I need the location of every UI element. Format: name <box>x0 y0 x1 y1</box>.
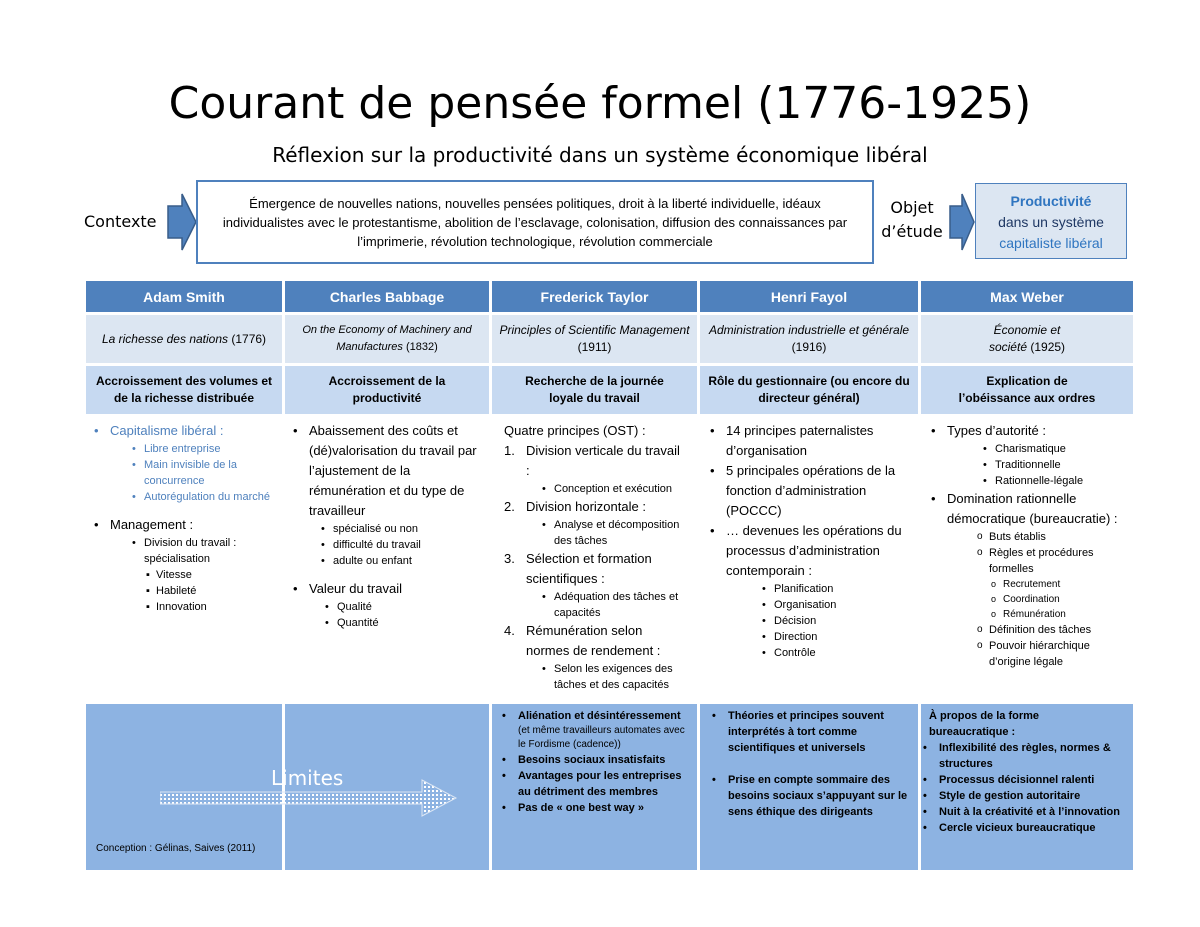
list-item: • Valeur du travail • Qualité • Quantité <box>289 579 479 631</box>
list-item: • Pas de « one best way » <box>492 800 689 816</box>
book-weber <box>921 315 1133 363</box>
limits-weber-intro: À propos de la forme bureaucratique : <box>929 710 1040 738</box>
sub-list <box>961 441 1123 489</box>
sub-list <box>520 481 687 497</box>
productivity-box <box>975 183 1127 259</box>
sub-list <box>520 589 687 621</box>
productivity-line3: capitaliste libéral <box>999 235 1103 251</box>
list-item: 4. Rémunération selon normes de rendement : • Selon les exigences des tâches et des capacités <box>504 621 687 693</box>
list-item: • Style de gestion autoritaire <box>921 788 1125 804</box>
theme-babbage: Accroissement de la productivité <box>285 366 489 414</box>
list-item: o Pouvoir hiérarchique d’origine légale <box>941 638 1123 670</box>
objet-line1: Objet <box>890 198 934 217</box>
book-taylor <box>492 315 697 363</box>
list-item: • Main invisible de la concurrence <box>110 457 272 489</box>
list-item: ▪ Innovation <box>110 599 272 615</box>
theme-weber: Explication de l’obéissance aux ordres <box>921 366 1133 414</box>
list-item: • Rationnelle-légale <box>961 473 1123 489</box>
content-weber <box>921 417 1133 701</box>
list-item: • Autorégulation du marché <box>110 489 272 505</box>
list-item: o Rémunération <box>941 607 1123 622</box>
sub-list <box>303 599 479 631</box>
book-year: (1776) <box>231 331 267 346</box>
book-year: (1911) <box>577 340 612 354</box>
sub-list <box>520 661 687 693</box>
list-item: • Organisation <box>740 597 908 613</box>
list-item: • spécialisé ou non <box>299 521 479 537</box>
sub-list <box>110 441 272 505</box>
limits-taylor <box>492 704 697 870</box>
content-smith <box>86 417 282 701</box>
list-item: • Aliénation et désintéressement (et même travailleurs automates avec le Fordisme (cadence)) <box>492 708 689 752</box>
list-item: o Coordination <box>941 592 1123 607</box>
objet-line2: d’étude <box>881 222 943 241</box>
author-header-smith: Adam Smith <box>86 281 282 312</box>
list-item: o Définition des tâches <box>941 622 1123 638</box>
list-item: • Cercle vicieux bureaucratique <box>921 820 1125 836</box>
list-item: • Division du travail : spécialisation ▪ Vitesse ▪ Habileté ▪ Innovation <box>110 535 272 615</box>
list-item: • 5 principales opérations de la fonction d’administration (POCCC) <box>706 461 908 521</box>
authors-grid <box>86 281 1121 864</box>
list-item: • Nuit à la créativité et à l’innovation <box>921 804 1125 820</box>
author-header-fayol: Henri Fayol <box>700 281 918 312</box>
list-item: • Capitalisme libéral : • Libre entreprise • Main invisible de la concurrence • Autorégulation du marché <box>90 421 272 505</box>
weber-list <box>927 421 1123 670</box>
list-item: • Direction <box>740 629 908 645</box>
sub-list <box>740 581 908 661</box>
limits-fayol <box>700 704 918 870</box>
list-item: • Processus décisionnel ralenti <box>921 772 1125 788</box>
list-item: • Prise en compte sommaire des besoins sociaux s’appuyant sur le sens éthique des dirigeants <box>702 772 910 820</box>
credit-text: Conception : Gélinas, Saives (2011) <box>96 843 256 854</box>
list-item: • Besoins sociaux insatisfaits <box>492 752 689 768</box>
book-title: Administration industrielle et générale <box>708 323 910 337</box>
context-box <box>196 180 874 264</box>
book-fayol <box>700 315 918 363</box>
book-title: Principles of Scientific Management <box>499 323 690 337</box>
list-item: • Contrôle <box>740 645 908 661</box>
book-title: La richesse des nations <box>101 331 229 346</box>
productivity-title: Productivité <box>1010 193 1092 209</box>
book-babbage <box>285 315 489 363</box>
content-fayol <box>700 417 918 701</box>
list-item: • Analyse et décomposition des tâches <box>520 517 687 549</box>
limits-taylor-list <box>492 708 689 816</box>
limits-weber-list <box>921 740 1125 836</box>
author-header-babbage: Charles Babbage <box>285 281 489 312</box>
book-year: (1925) <box>1030 340 1066 354</box>
context-label: Contexte <box>84 212 157 231</box>
theme-smith: Accroissement des volumes et de la richesse distribuée <box>86 366 282 414</box>
content-babbage <box>285 417 489 701</box>
list-item: ▪ Habileté <box>110 583 272 599</box>
list-item: • difficulté du travail <box>299 537 479 553</box>
list-item: • adulte ou enfant <box>299 553 479 569</box>
list-item: • Management : • Division du travail : spécialisation ▪ Vitesse ▪ Habileté ▪ Innovation <box>90 515 272 615</box>
list-item: 2. Division horizontale : • Analyse et décomposition des tâches <box>504 497 687 549</box>
author-header-weber: Max Weber <box>921 281 1133 312</box>
list-item: • Conception et exécution <box>520 481 687 497</box>
theme-fayol: Rôle du gestionnaire (ou encore du directeur général) <box>700 366 918 414</box>
book-smith <box>86 315 282 363</box>
list-item: 3. Sélection et formation scientifiques : • Adéquation des tâches et capacités <box>504 549 687 621</box>
book-title: On the Economy of Machinery and Manufactures <box>302 324 472 353</box>
objet-arrow-icon <box>948 192 976 252</box>
list-item: • Décision <box>740 613 908 629</box>
list-item: o Recrutement <box>941 577 1123 592</box>
list-item: • Domination rationnelle démocratique (bureaucratie) : o Buts établis o Règles et procédures formelles o Recrutement o Coordination o Rémunération o Définition des tâches o Pouvoir hiérarchique d’origine légale <box>927 489 1123 670</box>
list-item: • … devenues les opérations du processus d’administration contemporain : • Planification • Organisation • Décision • Direction • Contrôle <box>706 521 908 661</box>
list-item: • Selon les exigences des tâches et des capacités <box>520 661 687 693</box>
list-item: • Théories et principes souvent interprétés à tort comme scientifiques et universels <box>702 708 910 756</box>
theme-taylor: Recherche de la journée loyale du travail <box>492 366 697 414</box>
context-text: Émergence de nouvelles nations, nouvelles pensées politiques, droit à la liberté individuelle, idéaux individualistes avec le protestantisme, abolition de l’esclavage, colonisation, diffusion des connaissances par l’imprimerie, révolution technologique, révolution commerciale <box>222 195 848 249</box>
limits-weber <box>921 704 1133 870</box>
list-item: • Inflexibilité des règles, normes & structures <box>921 740 1125 772</box>
list-item: • Planification <box>740 581 908 597</box>
book-year: (1916) <box>791 340 827 354</box>
list-item: ▪ Vitesse <box>110 567 272 583</box>
fayol-list <box>706 421 908 661</box>
sub-sub-list <box>110 567 272 615</box>
babbage-list <box>289 421 479 631</box>
context-arrow-icon <box>166 192 198 252</box>
sub-list <box>299 521 479 569</box>
productivity-line2: dans un système <box>998 214 1104 230</box>
sub-list <box>941 529 1123 670</box>
list-item: o Règles et procédures formelles o Recrutement o Coordination o Rémunération <box>941 545 1123 622</box>
list-item: • Abaissement des coûts et (dé)valorisation du travail par l’ajustement de la rémunération et du type de travailleur • spécialisé ou non • difficulté du travail • adulte ou enfant <box>289 421 479 569</box>
content-taylor <box>492 417 697 701</box>
list-item: • Qualité <box>303 599 479 615</box>
list-item: o Buts établis <box>941 529 1123 545</box>
smith-management-list <box>90 515 272 615</box>
list-item: • Quantité <box>303 615 479 631</box>
sub-list <box>520 517 687 549</box>
list-item: • Types d’autorité : • Charismatique • Traditionnelle • Rationnelle-légale <box>927 421 1123 489</box>
list-item: • Charismatique <box>961 441 1123 457</box>
list-item: • Avantages pour les entreprises au détriment des membres <box>492 768 689 800</box>
taylor-intro: Quatre principes (OST) : <box>504 423 646 438</box>
list-item: • Traditionnelle <box>961 457 1123 473</box>
page-subtitle: Réflexion sur la productivité dans un système économique libéral <box>272 143 928 167</box>
sub-list <box>110 535 272 615</box>
book-year: (1832) <box>405 341 438 353</box>
limits-fayol-list <box>702 708 910 820</box>
smith-capitalism-list <box>90 421 272 505</box>
page-title: Courant de pensée formel (1776-1925) <box>168 78 1032 129</box>
limits-label: Limites <box>271 766 344 790</box>
list-item: • 14 principes paternalistes d’organisation <box>706 421 908 461</box>
objet-label <box>878 196 946 244</box>
book-title: Économie et société <box>988 323 1061 354</box>
sub-sub-list <box>941 577 1123 622</box>
list-item: • Adéquation des tâches et capacités <box>520 589 687 621</box>
taylor-principles-list <box>504 441 687 693</box>
list-item: 1. Division verticale du travail : • Conception et exécution <box>504 441 687 497</box>
author-header-taylor: Frederick Taylor <box>492 281 697 312</box>
list-item: • Libre entreprise <box>110 441 272 457</box>
